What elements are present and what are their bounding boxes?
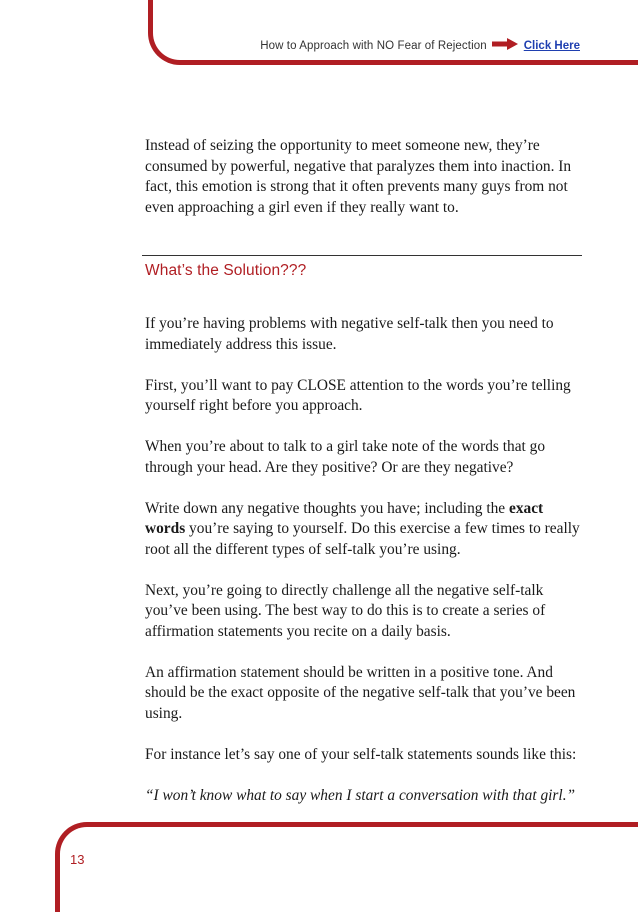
example-quote: “I won’t know what to say when I start a conversation with that girl.” [145,786,576,804]
paragraph-4 [145,499,585,561]
section-heading: What’s the Solution??? [145,262,307,279]
paragraph-6: An affirmation statement should be written in a positive tone. And should be the exact opposite of the negative self-talk that you’ve been using. [145,663,576,722]
intro-paragraph: Instead of seizing the opportunity to meet someone new, they’re consumed by powerful, negative that paralyzes them into inaction. In fact, this emotion is strong that it often prevents many guys from not even approaching a girl even if they really want to. [145,137,572,216]
header-title: How to Approach with NO Fear of Rejection [260,39,487,52]
page-number: 13 [70,852,85,867]
paragraph-2: First, you’ll want to pay CLOSE attention to the words you’re telling yourself right before you approach. [145,376,571,414]
paragraph-4-end: you’re saying to yourself. Do this exercise a few times to really root all the different types of self-talk you’re using. [145,520,580,558]
paragraph-4-start: Write down any negative thoughts you have; including the [145,499,509,517]
section-divider [142,255,582,256]
page-header [150,38,580,53]
body-text [145,314,585,827]
paragraph-5: Next, you’re going to directly challenge all the negative self-talk you’ve been using. The best way to do this is to create a series of affirmation statements you recite on a daily basis. [145,581,546,640]
header-frame [148,0,638,65]
click-here-link[interactable]: Click Here [523,39,580,52]
paragraph-3: When you’re about to talk to a girl take note of the words that go through your head. Are they positive? Or are they negative? [145,438,546,476]
footer-frame [55,822,638,912]
paragraph-4-emphasis: exact words [145,499,544,537]
intro-text [145,136,585,239]
paragraph-1: If you’re having problems with negative self-talk then you need to immediately address this issue. [145,315,554,353]
paragraph-7: For instance let’s say one of your self-talk statements sounds like this: [145,745,577,763]
right-arrow-icon [492,38,518,53]
